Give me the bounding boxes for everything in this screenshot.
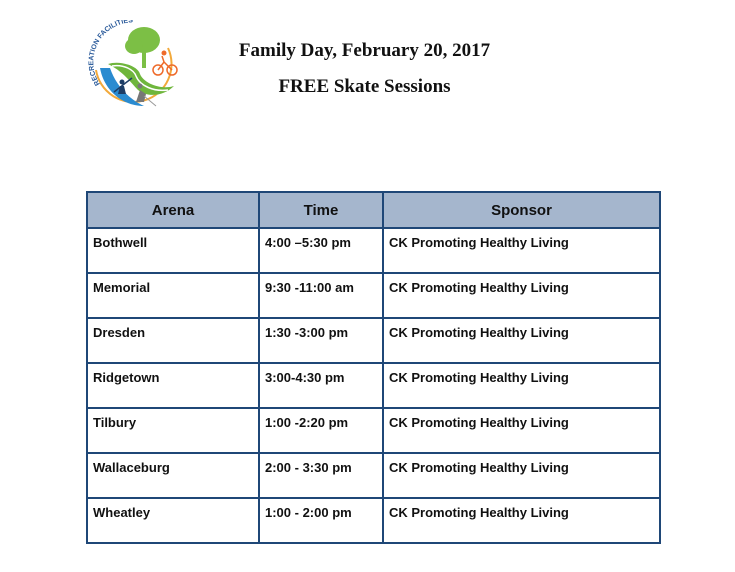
sponsor-cell: CK Promoting Healthy Living [383,453,660,498]
table-row [87,498,660,543]
table-row [87,363,660,408]
logo-text: RECREATION FACILITIES [88,20,134,87]
table-row [87,273,660,318]
sponsor-cell: CK Promoting Healthy Living [383,228,660,273]
arena-cell: Bothwell [87,228,259,273]
time-cell: 4:00 –5:30 pm [259,228,383,273]
sponsor-cell: CK Promoting Healthy Living [383,318,660,363]
sponsor-cell: CK Promoting Healthy Living [383,408,660,453]
time-cell: 3:00-4:30 pm [259,363,383,408]
column-header-time: Time [259,192,383,228]
arena-cell: Memorial [87,273,259,318]
column-header-sponsor: Sponsor [383,192,660,228]
table-row [87,318,660,363]
arena-cell: Tilbury [87,408,259,453]
time-cell: 1:00 - 2:00 pm [259,498,383,543]
arena-cell: Wheatley [87,498,259,543]
page-title: Family Day, February 20, 2017 [238,40,491,61]
arena-cell: Dresden [87,318,259,363]
table-row [87,408,660,453]
sponsor-cell: CK Promoting Healthy Living [383,273,660,318]
time-cell: 1:30 -3:00 pm [259,318,383,363]
table-row [87,453,660,498]
sponsor-cell: CK Promoting Healthy Living [383,363,660,408]
page-subtitle: FREE Skate Sessions [278,76,451,97]
arena-cell: Wallaceburg [87,453,259,498]
sponsor-cell: CK Promoting Healthy Living [383,498,660,543]
skate-sessions-table [86,191,661,544]
time-cell: 2:00 - 3:30 pm [259,453,383,498]
table-row [87,228,660,273]
time-cell: 9:30 -11:00 am [259,273,383,318]
arena-cell: Ridgetown [87,363,259,408]
table-header-row [87,192,660,228]
time-cell: 1:00 -2:20 pm [259,408,383,453]
column-header-arena: Arena [87,192,259,228]
